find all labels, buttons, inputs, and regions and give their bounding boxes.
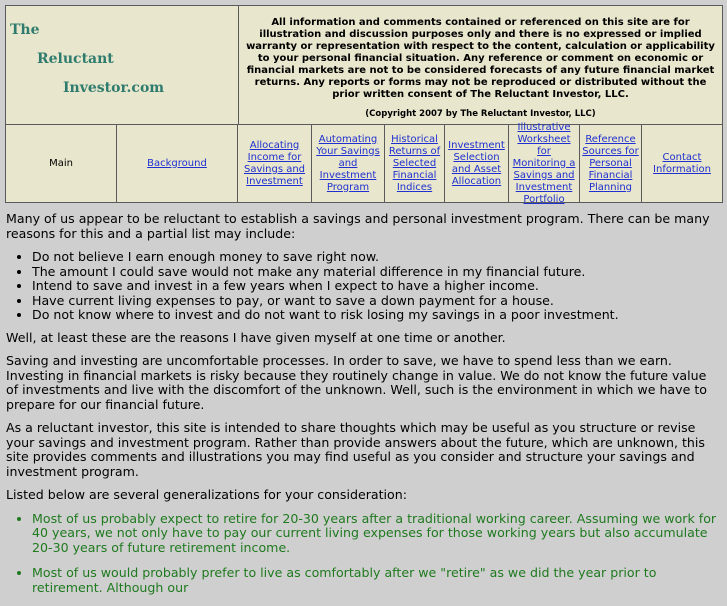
- nav-main-label: Main: [49, 157, 73, 169]
- main-navigation: [6, 121, 722, 205]
- main-content: [6, 212, 718, 606]
- paragraph-saving-investing: Saving and investing are uncomfortable processes. In order to save, we have to spend less than we earn. Investing in financial markets is risky because they routinely change in value. We do not know the future value of investments and live with the discomfort of the unknown. Well, such is the environment in which we have to prepare for our financial future.: [6, 353, 708, 412]
- nav-item-reference-sources: [580, 125, 642, 202]
- nav-item-automating-savings: [312, 125, 385, 202]
- site-logo[interactable]: [6, 6, 239, 124]
- nav-link-investment-selection[interactable]: Investment Selection and Asset Allocation: [448, 139, 505, 187]
- list-item: • The amount I could save would not make any material difference in my financial future.: [32, 265, 718, 280]
- disclaimer: [239, 6, 722, 124]
- list-item: • Do not believe I earn enough money to save right now.: [32, 250, 718, 265]
- intro-paragraph: Many of us appear to be reluctant to establish a savings and personal investment program. There can be many reasons for this and a partial list may include:: [6, 211, 710, 241]
- nav-item-investment-selection: [445, 125, 509, 202]
- nav-link-historical-returns[interactable]: Historical Returns of Selected Financial Indices: [388, 133, 441, 193]
- paragraph-site-purpose: As a reluctant investor, this site is intended to share thoughts which may be useful as you structure or revise your savings and investment program. Rather than provide answers about the future, which are unknown, this site provides comments and illustrations you may find useful as you consider and structure your savings and investment program.: [6, 420, 705, 479]
- nav-link-contact[interactable]: Contact Information: [653, 151, 711, 175]
- logo-text-line-1: The: [10, 22, 40, 38]
- nav-item-allocating-income: [238, 125, 312, 202]
- nav-link-automating-savings[interactable]: Automating Your Savings and Investment Program: [316, 133, 380, 193]
- nav-link-illustrative-worksheet[interactable]: Illustrative Worksheet for Monitoring a Savings and Investment Portfolio: [512, 121, 576, 205]
- nav-item-main[interactable]: [6, 125, 117, 202]
- disclaimer-text: All information and comments contained or referenced on this site are for illustration and discussion purposes only and there is no expressed or implied warranty or representation with respect to the content, calculation or applicability to your personal financial situation. Any reference or comment on economic or financial markets are not to be considered forecasts of any future financial market returns. Any reports or forms may not be reproduced or distributed without the prior written consent of The Reluctant Investor, LLC.: [246, 17, 715, 100]
- list-item: • Most of us would probably prefer to live as comfortably after we "retire" as we did the year prior to retirement. Although our: [32, 566, 718, 595]
- logo-text-line-3: Investor.com: [63, 80, 165, 96]
- generalizations-list: [6, 512, 718, 596]
- nav-link-allocating-income[interactable]: Allocating Income for Savings and Investment: [243, 139, 306, 187]
- list-item: • Intend to save and invest in a few years when I expect to have a higher income.: [32, 279, 718, 294]
- site-header: [5, 5, 723, 203]
- list-item: • Have current living expenses to pay, or want to save a down payment for a house.: [32, 294, 718, 309]
- nav-item-contact: [642, 125, 722, 202]
- paragraph-reasons-note: Well, at least these are the reasons I have given myself at one time or another.: [6, 329, 506, 345]
- logo-text-line-2: Reluctant: [37, 51, 114, 67]
- nav-link-reference-sources[interactable]: Reference Sources for Personal Financial Planning: [582, 133, 639, 193]
- paragraph-generalizations-intro: Listed below are several generalizations for your consideration:: [6, 487, 407, 502]
- list-item: • Most of us probably expect to retire for 20-30 years after a traditional working career. Assuming we work for 40 years, we not only have to pay our current living expenses for those working years but also accumulate 20-30 years of future retirement income.: [32, 512, 718, 556]
- nav-item-background: [117, 125, 238, 202]
- nav-item-historical-returns: [385, 125, 445, 202]
- copyright-notice: (Copyright 2007 by The Reluctant Investor, LLC): [365, 109, 596, 119]
- reasons-list: [6, 250, 718, 323]
- list-item: • Do not know where to invest and do not want to risk losing my savings in a poor investment.: [32, 308, 718, 323]
- nav-link-background[interactable]: Background: [147, 157, 207, 169]
- nav-item-illustrative-worksheet: [509, 121, 580, 205]
